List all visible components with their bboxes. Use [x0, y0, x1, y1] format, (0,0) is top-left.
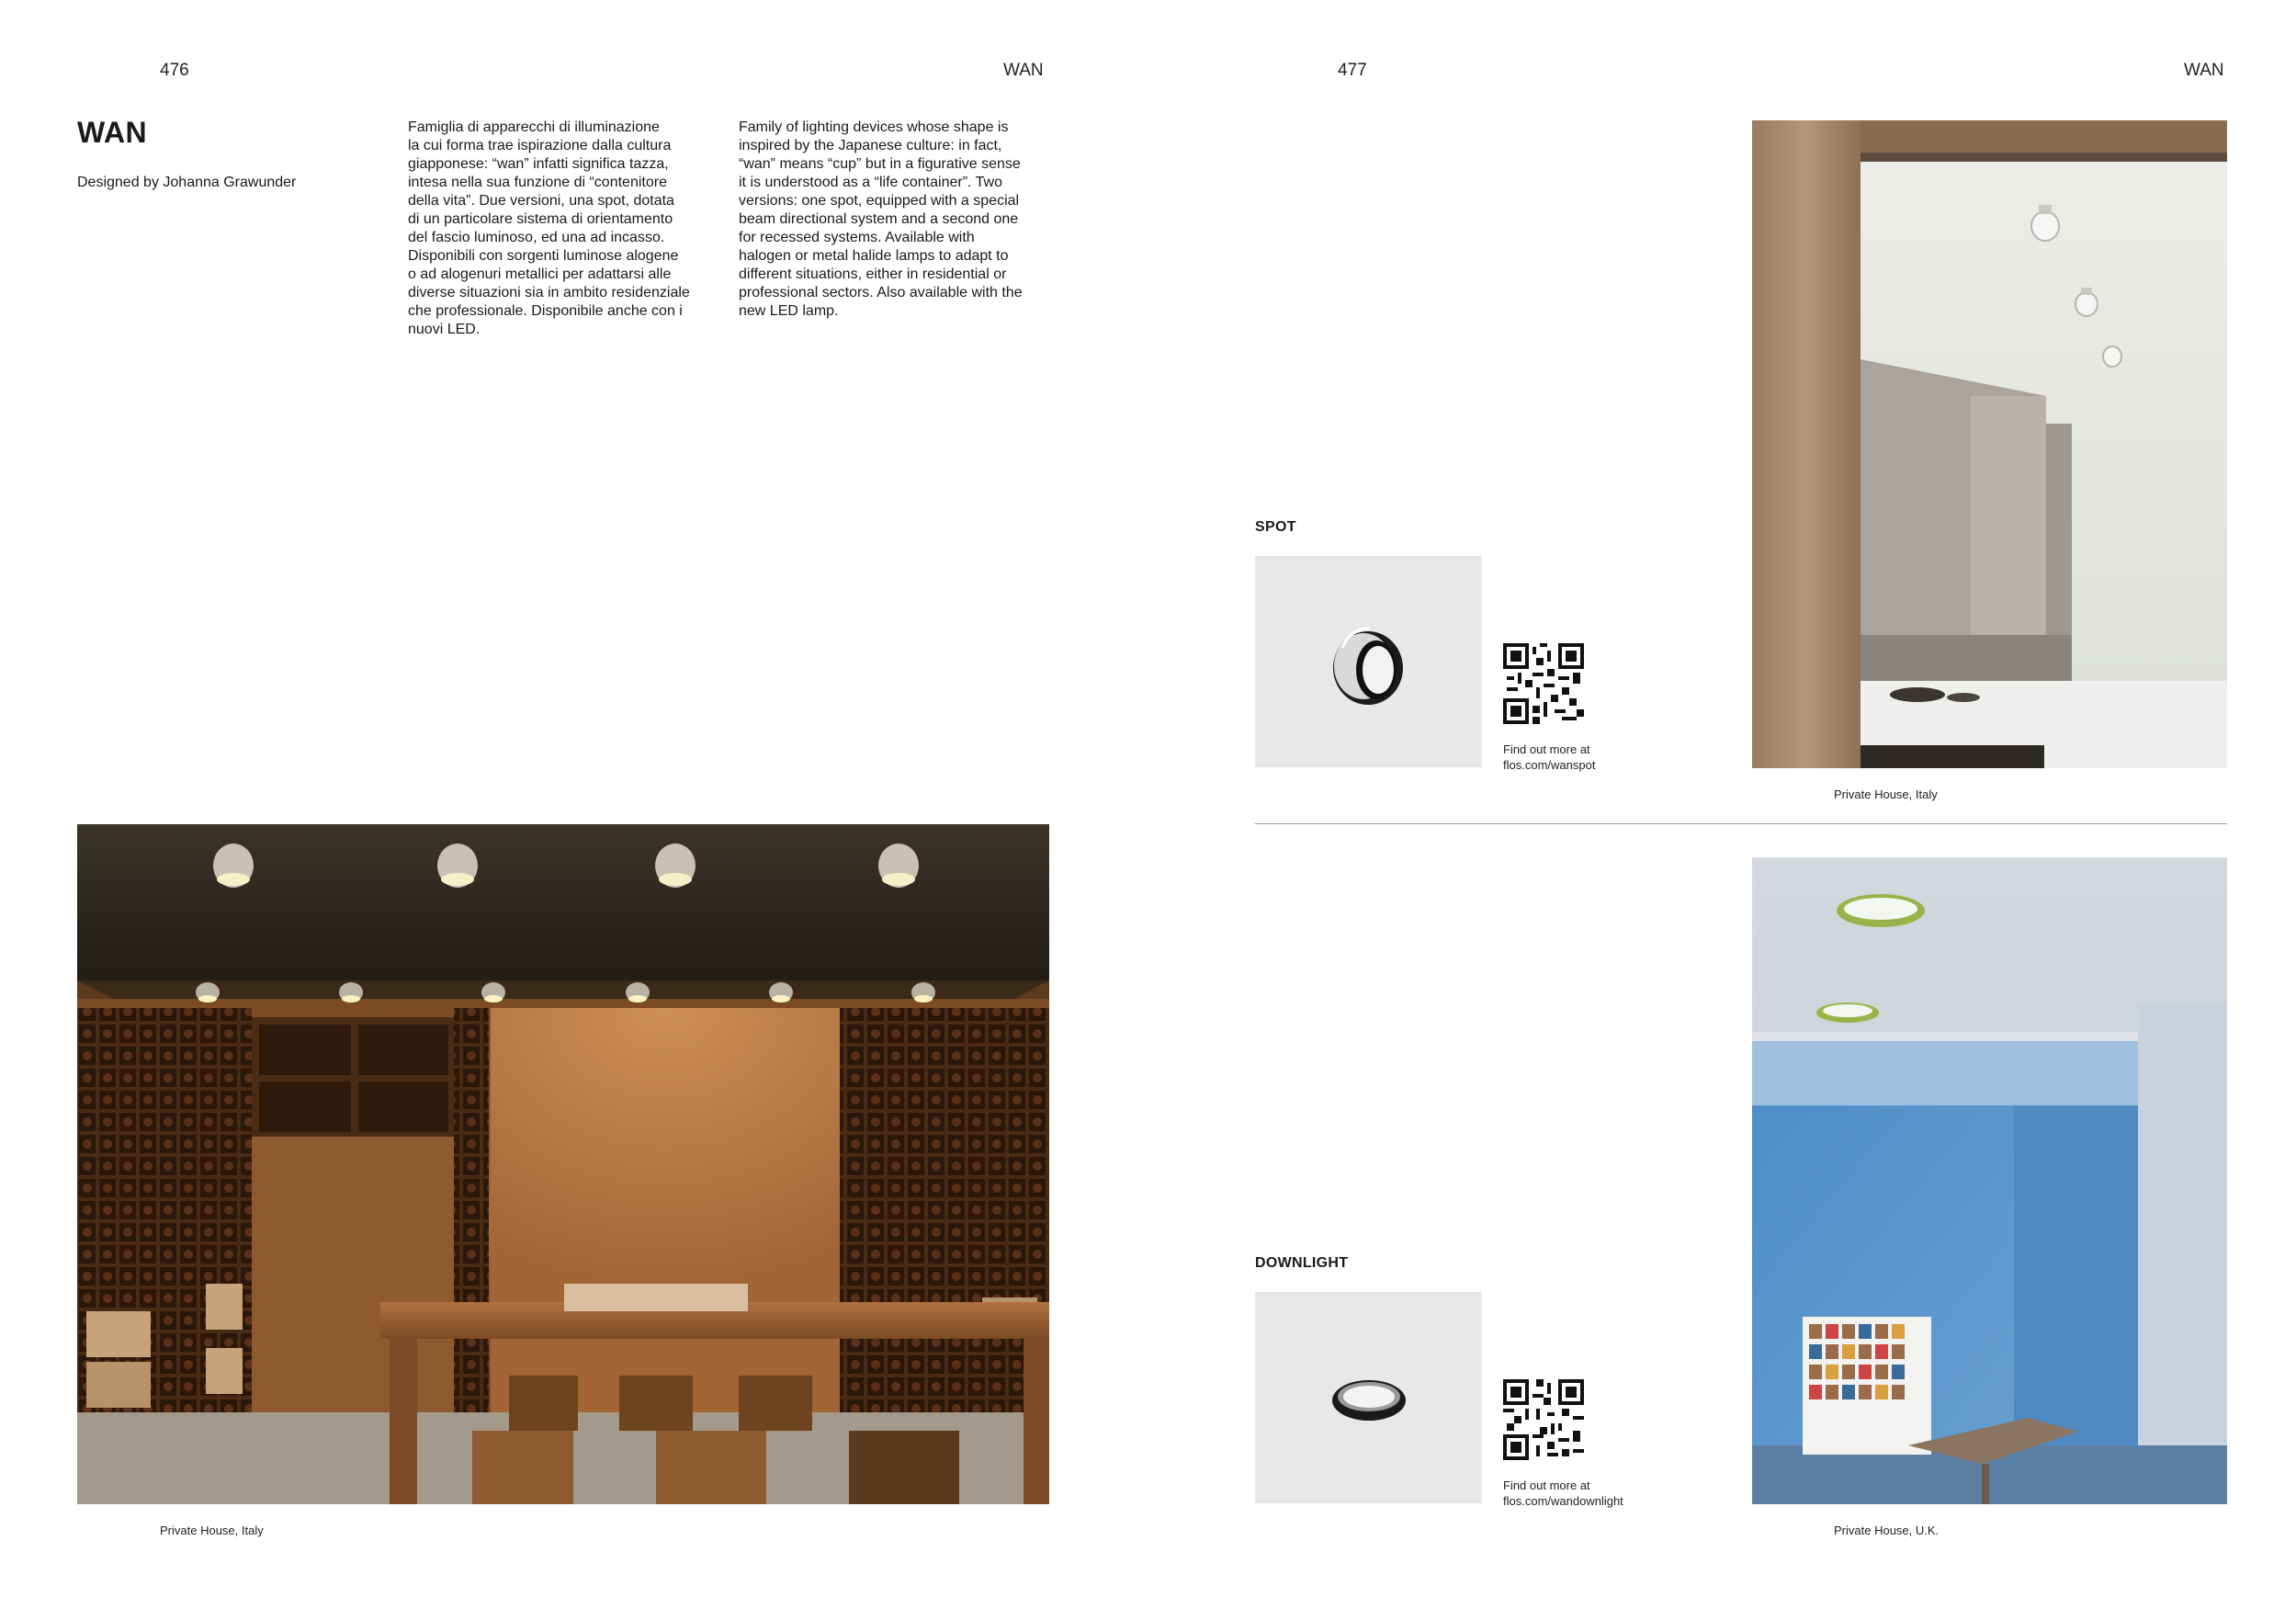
qr-code-icon [1503, 643, 1584, 724]
left-page-number: 476 [160, 61, 189, 80]
text-line: del fascio luminoso, ed una ad incasso. [408, 230, 665, 245]
text-line: nuovi LED. [408, 322, 481, 337]
wine-cellar-photo [77, 824, 1049, 1504]
text-line: intesa nella sua funzione di “contenitore [408, 175, 667, 190]
downlight-label: DOWNLIGHT [1255, 1255, 1349, 1271]
qr-code-icon [1503, 1379, 1584, 1460]
section-divider [1255, 823, 2227, 824]
text-line: Disponibili con sorgenti luminose alogene [408, 248, 679, 264]
text-line: della vita”. Due versioni, una spot, dotata [408, 193, 674, 209]
description-italian [408, 119, 720, 339]
spot-label: SPOT [1255, 519, 1296, 535]
text-line: new LED lamp. [739, 303, 839, 319]
text-line: professional sectors. Also available with the [739, 285, 1023, 300]
spot-fixture-icon [1255, 556, 1482, 767]
text-line: che professionale. Disponibile anche con i [408, 303, 683, 319]
description-english [739, 119, 1051, 321]
find-out-label: Find out more at [1503, 1478, 1590, 1492]
right-running-head: WAN [2184, 61, 2224, 80]
text-line: versions: one spot, equipped with a special [739, 193, 1020, 209]
find-out-label: Find out more at [1503, 742, 1590, 756]
downlight-fixture-icon [1255, 1292, 1482, 1503]
right-page-number: 477 [1338, 61, 1367, 80]
text-line: la cui forma trae ispirazione dalla cultura [408, 138, 672, 153]
text-line: it is understood as a “life container”. Two [739, 175, 1002, 190]
text-line: for recessed systems. Available with [739, 230, 975, 245]
kitchen-photo-caption: Private House, Italy [1834, 787, 1938, 801]
downlight-product-image [1255, 1292, 1482, 1503]
kitchen-photo [1752, 120, 2227, 768]
text-line: Family of lighting devices whose shape is [739, 119, 1009, 135]
text-line: halogen or metal halide lamps to adapt to [739, 248, 1009, 264]
cellar-photo-caption: Private House, Italy [160, 1524, 264, 1537]
text-line: Famiglia di apparecchi di illuminazione [408, 119, 660, 135]
left-running-head: WAN [1003, 61, 1044, 80]
spot-qr-code[interactable] [1503, 643, 1584, 724]
spot-product-image [1255, 556, 1482, 767]
downlight-qr-code[interactable] [1503, 1379, 1584, 1460]
text-line: different situations, either in residential or [739, 266, 1007, 282]
text-line: inspired by the Japanese culture: in fact, [739, 138, 1002, 153]
text-line: “wan” means “cup” but in a figurative sense [739, 156, 1021, 172]
text-line: di un particolare sistema di orientamento [408, 211, 673, 227]
blue-room-photo [1752, 857, 2227, 1504]
spot-link-block [1503, 742, 1595, 773]
blue-room-photo-caption: Private House, U.K. [1834, 1524, 1940, 1537]
text-line: o ad alogenuri metallici per adattarsi alle [408, 266, 672, 282]
text-line: beam directional system and a second one [739, 211, 1019, 227]
spot-url-link[interactable]: flos.com/wanspot [1503, 758, 1596, 772]
product-title: WAN [77, 116, 148, 149]
downlight-url-link[interactable]: flos.com/wandownlight [1503, 1494, 1623, 1508]
text-line: diverse situazioni sia in ambito residenziale [408, 285, 690, 300]
downlight-link-block [1503, 1478, 1623, 1509]
designer-credit: Designed by Johanna Grawunder [77, 175, 297, 190]
text-line: giapponese: “wan” infatti significa tazza, [408, 156, 669, 172]
